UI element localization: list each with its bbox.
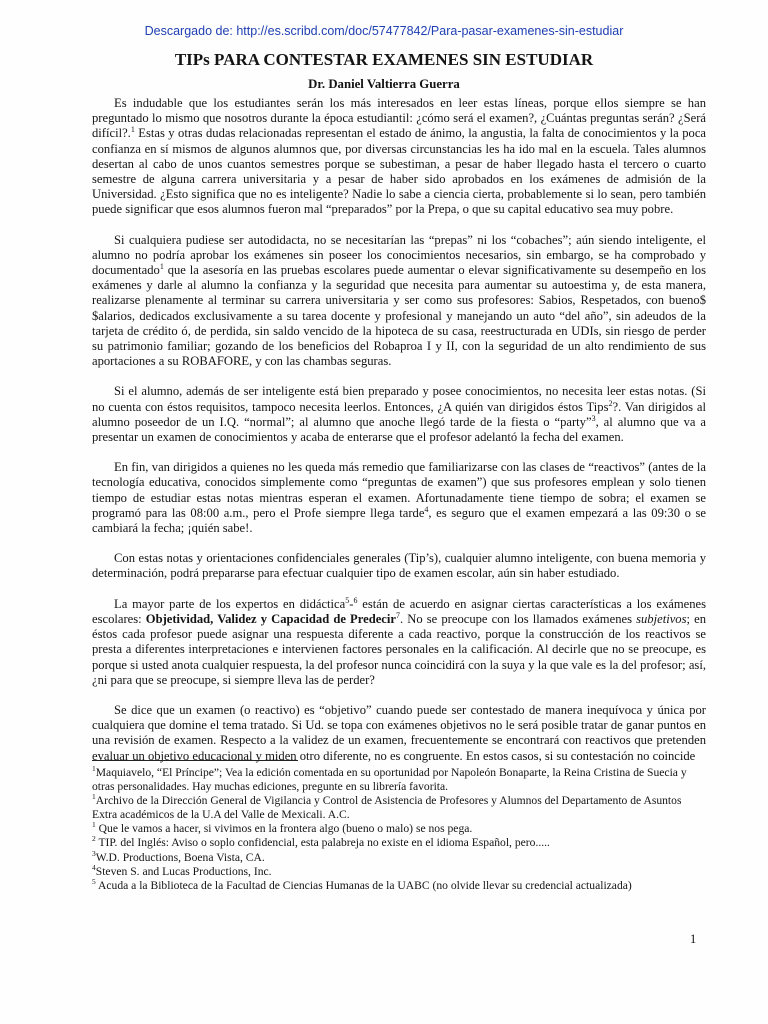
footnote-mark: 5 [92,876,96,886]
paragraph-2 [92,233,706,370]
footnote-ref: 4 [424,504,429,514]
bold-text: Objetividad, Validez y Capacidad de Predecir [145,611,396,626]
document-title: TIPs PARA CONTESTAR EXAMENES SIN ESTUDIAR [174,50,594,69]
paragraph-text: Con estas notas y orientaciones confidenciales generales (Tip’s), cualquier alumno inteligente, con buena memoria y determinación, podrá prepararse para efectuar cualquier tipo de examen escolar, aún sin haber estudiado. [92,551,706,581]
paragraph-text: - [349,596,354,611]
body-text [92,96,706,779]
paragraph-4 [92,460,706,536]
footnote [92,836,706,850]
footnote-mark: 1 [92,764,96,774]
paragraph-text: ; en éstos cada profesor puede asignar una respuesta diferente a cada reactivo, porque la construcción de los reactivos se presta a diferentes interpretaciones e intervienen factores personales en la calificación. Al decirle que no se preocupe, es porque si usted anota cualquier respuesta, la del profesor nunca coincidirá con la suya y la que vale es la del profesor; así, ¿ni para que se preocupe, si siempre lleva las de perder? [92,611,706,687]
footnote-mark: 3 [92,848,96,858]
paragraph-text: , es seguro que el examen empezará a las 09:30 o se cambiará la fecha; ¡quién sabe!. [92,505,706,536]
paragraph-text: . No se preocupe con los llamados exámenes [399,611,637,626]
document-author: Dr. Daniel Valtierra Guerra [308,77,460,91]
footnote-ref: 1 [159,261,164,271]
footnote-mark: 4 [92,862,96,872]
paragraph-3 [92,384,706,445]
footnote-text: Que le vamos a hacer, si vivimos en la frontera algo (bueno o malo) se nos pega. [95,822,473,836]
paragraph-text: ?. Van dirigidos al alumno poseedor de un I.Q. “normal”; al alumno que anoche llegó tarde de la fiesta o “party” [92,399,707,429]
paragraph-5 [92,551,706,581]
paragraph-text: que la asesoría en las pruebas escolares puede aumentar o elevar significativamente su desempeño en los exámenes y darle al alumno la confianza y la seguridad que necesita para aumentar su autoestima y, de esta manera, realizarse plenamente al terminar su carrera universitaria y ser como sus profesores: Sabios, Respetados, con bueno$ $alarios, dedicados exclusivamente a su tarea docente y profesional y manejando un auto “del año”, sin adeudos de la tarjeta de crédito ó, de perdida, sin saldo vencido de la hipoteca de su casa, reestructurada en UDIs, sin riesgo de perder su patrimonio familiar; gozando de los beneficios del Robaproa I y II, con la seguridad de un alto rendimiento de sus aportaciones a su ROBAFORE, y con las chambas seguras. [92,263,706,369]
footnote-ref: 3 [591,413,596,423]
footnote-text: Maquiavelo, “El Príncipe”; Vea la edición comentada en su oportunidad por Napoleón Bonaparte, la Reina Cristina de Suecia y otras personalidades. Hay muchas ediciones, pregunte en su librería favorita. [92,766,687,794]
paragraph-text: Estas y otras dudas relacionadas representan el estado de ánimo, la angustia, la falta de conocimientos y la poca confianza en sí mismos de algunos alumnos que, por diversas circunstancias les ha ido mal en la escuela. Tales alumnos desertan al cabo de unos cuantos semestres porque se subestiman, a pesar de haber llegado hasta el tercero o cuarto semestre de alguna carrera universitaria y a pesar de haber sido aprobados en los exámenes de admisión de la Universidad. ¿Esto significa que no es inteligente? Nadie lo sabe a ciencia cierta, probablemente si lo sean, pero también puede significar que esos alumnos fueron mal “preparados” por la Prepa, o que su capital educativo sea muy pobre. [92,126,706,217]
paragraph-text: están de acuerdo en asignar ciertas características a los exámenes escolares: [92,596,707,626]
page-number: 1 [690,932,697,946]
paragraph-text: La mayor parte de los expertos en didáctica [114,596,346,611]
paragraph-1 [92,96,706,218]
paragraph-6 [92,597,706,688]
footnote [92,766,706,794]
paragraph-7 [92,703,706,764]
paragraph-text: , al alumno que va a presentar un examen de conocimientos y acaba de enterarse que el profesor adelantó la fecha del examen. [92,414,706,445]
footnote-text: Archivo de la Dirección General de Vigilancia y Control de Asistencia de Profesores y Alumnos del Departamento de Asuntos Extra académicos de la U.A del Valle de Mexicali. A.C. [92,794,682,822]
paragraph-text: Si el alumno, además de ser inteligente está bien preparado y posee conocimientos, no necesita leer estas notas. (Si no cuenta con éstos requisitos, tampoco necesita leerlos. Entonces, ¿A quién van dirigidos éstos Tips [92,384,706,414]
footnotes [92,766,706,893]
footnote-text: Steven S. and Lucas Productions, Inc. [95,864,272,878]
paragraph-text: Se dice que un examen (o reactivo) es “objetivo” cuando puede ser contestado de manera inequívoca y única por cualquiera que domine el tema tratado. Si Ud. se topa con exámenes objetivos no le será posible tratar de ganar puntos en una revisión de examen. Respecto a la validez de un examen, frecuentemente se encontrará con reactivos que pretenden evaluar un objetivo educacional y miden otro diferente, no es congruente. En estos casos, si su contestación no coincide [92,702,706,763]
footnote [92,876,706,893]
paragraph-text: En fin, van dirigidos a quienes no les queda más remedio que familiarizarse con las clases de “reactivos” (antes de la tecnología educativa, conocidos simplemente como “preguntas de examen”) que sus profesores emplean y solo tienen tiempo de estudiar estas notas mientras esperan el examen. Afortunadamente tiene tiempo de sobra; el examen se programó para las 08:00 a.m., pero el Profe siempre llega tarde [92,460,706,520]
footnote-mark: 1 [92,792,96,802]
footnote-ref: 7 [395,610,400,620]
footnote-text: Acuda a la Biblioteca de la Facultad de Ciencias Humanas de la UABC (no olvide llevar su credencial actualizada) [95,878,632,892]
footnote-mark: 1 [92,820,96,830]
footnote-text: TIP. del Inglés: Aviso o soplo confidencial, esta palabreja no existe en el idioma Español, pero..... [95,836,550,850]
footnote [92,794,706,822]
paragraph-text: Es indudable que los estudiantes serán los más interesados en leer estas líneas, porque ellos siempre se han preguntado lo mismo que nosotros durante la época estudiantil: ¿cómo será el examen?, ¿Cuántas preguntas serán? ¿Será difícil?. [92,96,706,141]
footnote-ref: 6 [353,595,358,605]
footnote-ref: 5 [345,595,350,605]
footnote [92,822,706,836]
footnote-ref: 2 [608,398,613,408]
footnote [92,862,706,879]
footnote-text: W.D. Productions, Boena Vista, CA. [95,850,265,864]
footnote-ref: 1 [130,125,135,135]
italic-text: subjetivos [636,611,687,626]
paragraph-text: Si cualquiera pudiese ser autodidacta, no se necesitarían las “prepas” ni los “cobaches”; aún siendo inteligente, el alumno no podría aprobar los exámenes sin poseer los conocimientos necesarios, sin embargo, se ha comprobado y documentado [92,232,706,278]
source-link[interactable]: Descargado de: http://es.scribd.com/doc/57477842/Para-pasar-examenes-sin-estudiar [144,24,624,38]
footnote-mark: 2 [92,834,96,844]
footnote-separator [92,760,298,761]
footnote [92,848,706,865]
